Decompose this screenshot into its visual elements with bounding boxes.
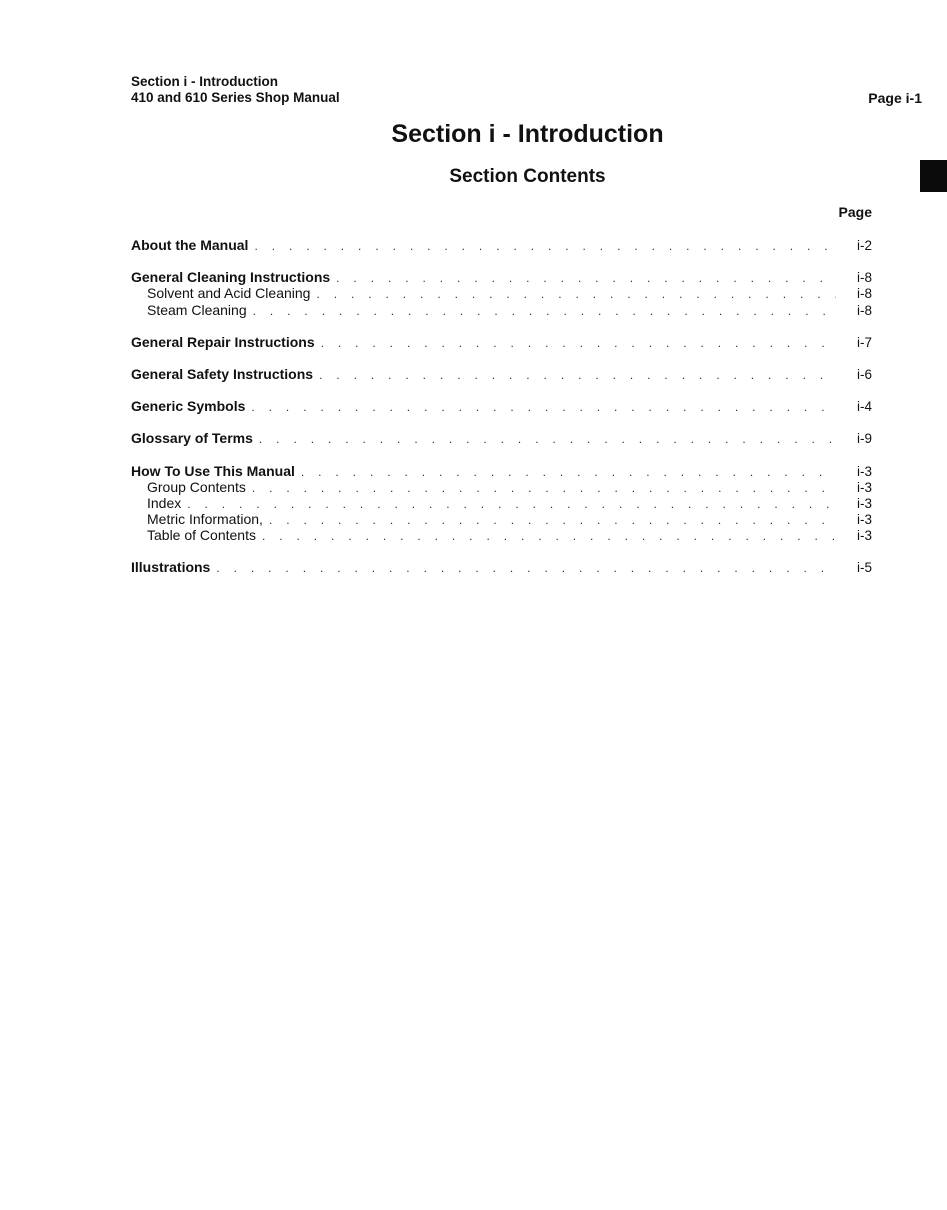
- running-header-section: Section i - Introduction: [131, 74, 278, 89]
- toc-entry[interactable]: [131, 366, 872, 382]
- toc-entry-page: i-2: [856, 238, 872, 253]
- running-header: [131, 74, 340, 106]
- toc-entry-label: General Safety Instructions: [131, 365, 314, 382]
- toc-group: [131, 559, 872, 575]
- toc-entry-page: i-3: [856, 479, 872, 495]
- dot-leader: [251, 399, 836, 414]
- toc-group: [131, 366, 872, 382]
- toc-entry[interactable]: [131, 334, 872, 350]
- toc-group: [131, 334, 872, 350]
- toc-group: [131, 463, 872, 544]
- toc-entry-page: i-8: [856, 270, 872, 286]
- dot-leader: [316, 286, 836, 301]
- dot-leader: [254, 238, 836, 253]
- dot-leader: [336, 270, 836, 285]
- dot-leader: [187, 496, 836, 511]
- toc-entry-page: i-3: [856, 512, 872, 528]
- toc-entry-label: Solvent and Acid Cleaning: [147, 285, 311, 302]
- toc-group: [131, 237, 872, 253]
- toc-entry[interactable]: [131, 430, 872, 446]
- toc-entry-label: Glossary of Terms: [131, 430, 253, 447]
- page-title: Section i - Introduction: [391, 120, 664, 148]
- toc-entry-page: i-8: [856, 286, 872, 302]
- toc-subentry[interactable]: [131, 285, 872, 301]
- toc-entry[interactable]: [131, 237, 872, 253]
- toc-entry[interactable]: [131, 398, 872, 414]
- dot-leader: [216, 560, 836, 575]
- toc-entry-label: How To Use This Manual: [131, 462, 295, 479]
- running-header-manual: 410 and 610 Series Shop Manual: [131, 90, 340, 105]
- toc-entry-page: i-6: [856, 366, 872, 382]
- toc-entry-page: i-5: [856, 560, 872, 576]
- toc-entry-label: General Cleaning Instructions: [131, 269, 331, 286]
- toc-entry-label: Table of Contents: [147, 527, 256, 544]
- toc-entry-page: i-7: [856, 334, 872, 350]
- toc-entry[interactable]: [131, 463, 872, 479]
- toc-entry-page: i-9: [856, 431, 872, 447]
- dot-leader: [269, 512, 836, 527]
- toc-subentry[interactable]: [131, 302, 872, 318]
- dot-leader: [259, 431, 836, 446]
- toc-subentry[interactable]: [131, 479, 872, 495]
- toc-entry-label: Generic Symbols: [131, 398, 246, 415]
- toc-entry-page: i-8: [856, 302, 872, 318]
- toc-subentry[interactable]: [131, 495, 872, 511]
- toc-entry-page: i-4: [856, 399, 872, 415]
- toc-subentry[interactable]: [131, 511, 872, 527]
- toc-entry-page: i-3: [856, 463, 872, 479]
- toc-entry-label: Group Contents: [147, 478, 246, 495]
- dot-leader: [301, 464, 836, 479]
- section-contents-heading: Section Contents: [449, 166, 606, 187]
- toc-entry-label: About the Manual: [131, 237, 249, 253]
- dot-leader: [252, 480, 836, 495]
- table-of-contents: [131, 237, 872, 592]
- toc-entry-page: i-3: [856, 528, 872, 544]
- toc-group: [131, 398, 872, 414]
- page-number: Page i-1: [868, 90, 922, 106]
- toc-subentry[interactable]: [131, 527, 872, 543]
- toc-entry-page: i-3: [856, 495, 872, 511]
- toc-entry[interactable]: [131, 559, 872, 575]
- toc-entry[interactable]: [131, 269, 872, 285]
- toc-entry-label: Steam Cleaning: [147, 301, 247, 318]
- toc-entry-label: Index: [147, 494, 182, 511]
- toc-entry-label: Metric Information,: [147, 511, 263, 528]
- toc-entry-label: Illustrations: [131, 559, 211, 576]
- dot-leader: [321, 335, 836, 350]
- dot-leader: [253, 303, 836, 318]
- dot-leader: [262, 528, 836, 543]
- toc-group: [131, 430, 872, 446]
- page-column-header: Page: [838, 204, 872, 220]
- toc-entry-label: General Repair Instructions: [131, 333, 315, 350]
- toc-group: [131, 269, 872, 318]
- dot-leader: [319, 367, 836, 382]
